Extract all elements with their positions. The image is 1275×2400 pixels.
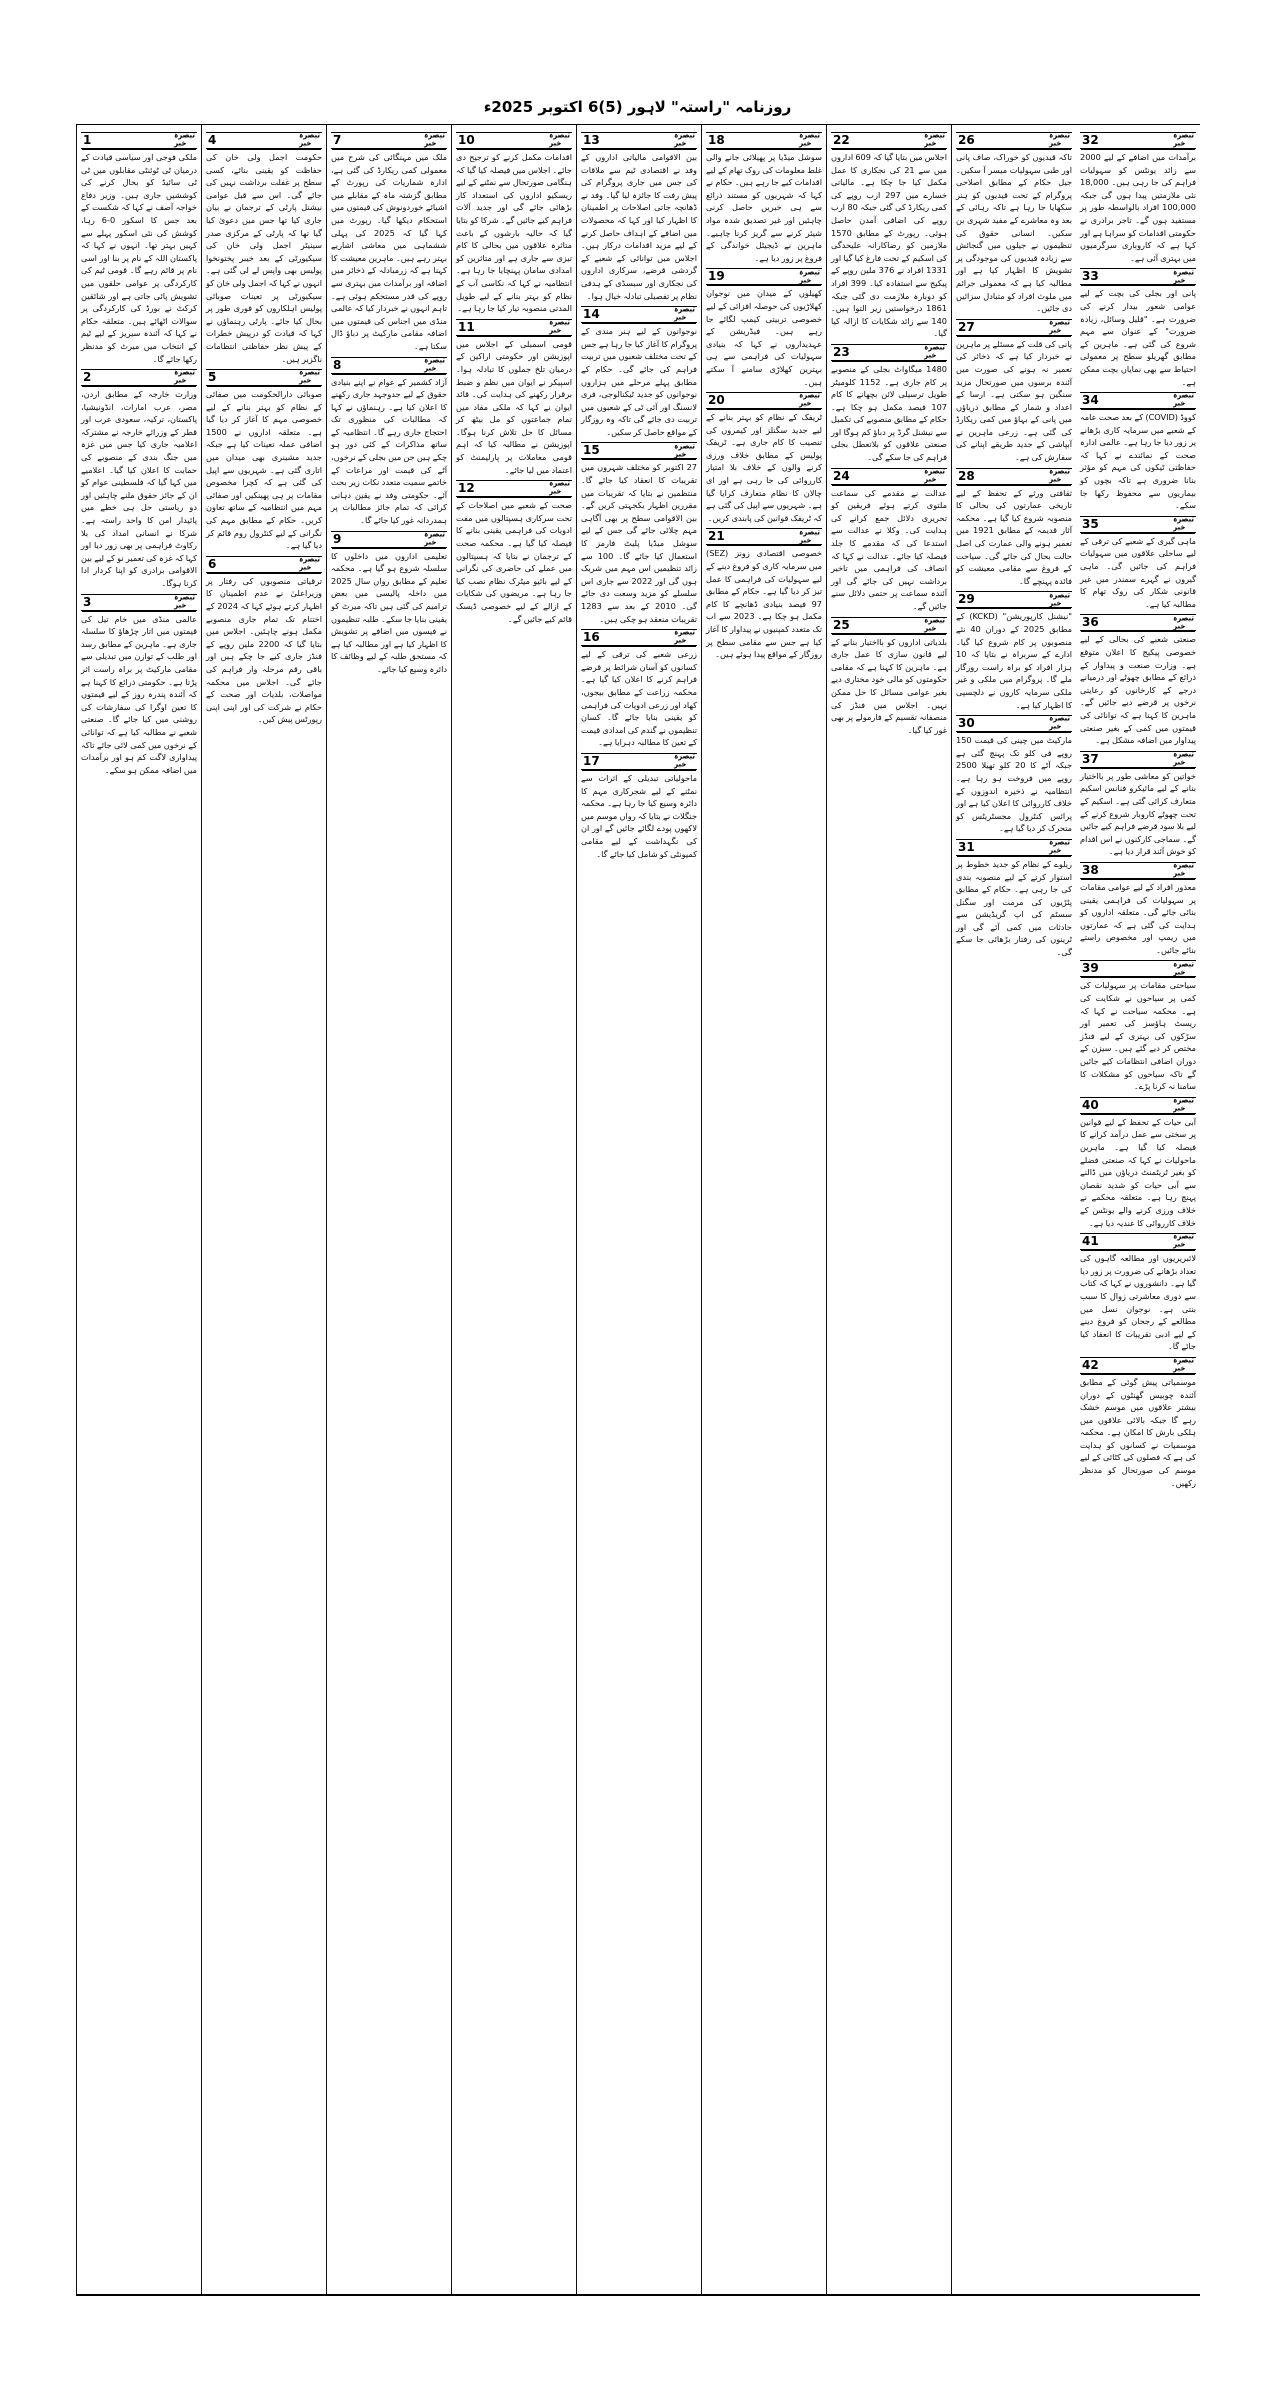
article-kicker-label: تبصرہ خبر — [549, 317, 570, 336]
article-body-text: ترقیاتی منصوبوں کی رفتار پر وزیراعلیٰ نے عدم اطمینان کا اظہار کرتے ہوئے کہا کہ 2024 کے اختتام تک تمام جاری منصوبے مکمل ہونے چاہئیں۔ اجلاس میں بتایا گیا کہ 2200 ملین روپے کے فنڈز جاری کیے جا چکے ہیں اور باقی رقم مرحلہ وار فراہم کی جائے گی۔ اجلاس میں محکمہ مواصلات، بلدیات اور صحت کے حکام نے شرکت کی اور اپنی اپنی رپورٹس پیش کیں۔ — [206, 575, 322, 725]
article-heading[interactable] — [1080, 132, 1196, 149]
article-heading[interactable] — [206, 369, 322, 386]
article-body-text: معذور افراد کے لیے عوامی مقامات پر سہولیات کی فراہمی یقینی بنائی جائے گی۔ متعلقہ اداروں کو ہدایت کی گئی ہے کہ عمارتوں میں ریمپ اور مخصوص راستے بنائے جائیں۔ — [1080, 881, 1196, 955]
article-kicker-label: تبصرہ خبر — [299, 554, 320, 573]
article-heading[interactable] — [331, 531, 447, 548]
article-block — [1080, 862, 1196, 957]
article-block — [581, 442, 697, 625]
article-block — [706, 268, 822, 388]
article-kicker-label: تبصرہ خبر — [924, 131, 945, 149]
article-kicker-label: تبصرہ خبر — [174, 131, 195, 149]
article-heading[interactable] — [456, 319, 572, 336]
article-kicker-label: تبصرہ خبر — [924, 466, 945, 484]
article-block — [1080, 392, 1196, 512]
article-heading[interactable] — [831, 468, 947, 485]
article-body-text: زرعی شعبے کی ترقی کے لیے کسانوں کو آسان شرائط پر قرضے فراہم کرنے کا اعلان کیا گیا ہے۔ محکمہ زراعت کے مطابق بیجوں، کھاد اور زرعی ادویات کی فراہمی کو یقینی بنایا جائے گا۔ کسان تنظیموں نے گندم کی امدادی قیمت کے تعین کا مطالبہ دہرایا ہے۔ — [581, 649, 697, 748]
article-block — [581, 753, 697, 860]
article-kicker-label: تبصرہ خبر — [1173, 514, 1194, 533]
article-heading[interactable] — [1080, 1097, 1196, 1114]
article-number: 14 — [583, 307, 600, 322]
article-kicker-label: تبصرہ خبر — [1049, 466, 1070, 484]
article-body-text: اقدامات مکمل کرنے کو ترجیح دی جائے۔ اجلاس میں فیصلہ کیا گیا کہ ہنگامی صورتحال سے نمٹنے کے لیے ریسکیو اداروں کی استعداد کار بڑھائی جائے گی اور جدید آلات فراہم کیے جائیں گے۔ شرکا کو بتایا گیا کہ حالیہ بارشوں کے باعث متاثرہ علاقوں میں بحالی کا کام تیزی سے جاری ہے اور متاثرین کو امدادی سامان پہنچایا جا رہا ہے۔ انتظامیہ نے کہا کہ نکاسی آب کے نظام کو بہتر بنانے کے لیے طویل المدتی منصوبہ تیار کیا جا رہا ہے۔ — [456, 152, 572, 314]
article-heading[interactable] — [956, 591, 1072, 608]
article-kicker-label: تبصرہ خبر — [1049, 714, 1070, 732]
article-kicker-label: تبصرہ خبر — [1173, 959, 1194, 977]
article-body-text: سوشل میڈیا پر پھیلائی جانے والی غلط معلومات کی روک تھام کے لیے اقدامات کیے جا رہے ہیں۔ حکام نے کہا کہ شہریوں کو مستند ذرائع سے ہی خبریں حاصل کرنی چاہئیں اور غیر تصدیق شدہ مواد شیئر کرنے سے گریز کرنا چاہیے۔ ماہرین نے ڈیجیٹل خواندگی کے فروغ پر زور دیا ہے۔ — [706, 152, 822, 263]
article-kicker-label: تبصرہ خبر — [799, 391, 820, 409]
article-body-text: تاکہ قیدیوں کو خوراک، صاف پانی اور طبی سہولیات میسر آ سکیں۔ جیل حکام کے مطابق اصلاحی پروگرام کے تحت قیدیوں کو ہنر سکھایا جا رہا ہے تاکہ رہائی کے بعد وہ معاشرے کے مفید شہری بن سکیں۔ انسانی حقوق کی تنظیموں نے جیلوں میں گنجائش سے زیادہ قیدیوں کی موجودگی پر تشویش کا اظہار کیا ہے اور مطالبہ کیا ہے کہ معمولی جرائم میں ملوث افراد کو متبادل سزائیں دی جائیں۔ — [956, 152, 1072, 314]
article-body-text: بین الاقوامی مالیاتی اداروں کے وفد نے اقتصادی ٹیم سے ملاقات کی جس میں جاری پروگرام کی پیش رفت کا جائزہ لیا گیا۔ وفد نے ڈھانچہ جاتی اصلاحات پر اطمینان کا اظہار کیا اور کہا کہ محصولات میں اضافے کے اہداف حاصل کرنے کے لیے مزید اقدامات درکار ہیں۔ اجلاس میں توانائی کے شعبے کے گردشی قرضے، سرکاری اداروں کی نجکاری اور سبسڈی کے ہدفی نظام پر تفصیلی تبادلہ خیال ہوا۔ — [581, 152, 697, 301]
article-kicker-label: تبصرہ خبر — [174, 368, 195, 386]
newspaper-column-5 — [576, 125, 701, 2294]
article-heading[interactable] — [831, 344, 947, 361]
article-number: 37 — [1082, 751, 1099, 766]
article-kicker-label: تبصرہ خبر — [1049, 590, 1070, 608]
article-block — [956, 132, 1072, 315]
article-body-text: بلدیاتی اداروں کو بااختیار بنانے کے لیے قانون سازی کا عمل جاری ہے۔ ماہرین کا کہنا ہے کہ مقامی حکومتوں کو مالی خود مختاری دیے بغیر عوامی مسائل کا حل ممکن نہیں۔ اجلاس میں فنڈز کی منصفانہ تقسیم کے فارمولے پر بھی غور کیا گیا۔ — [831, 636, 947, 735]
article-block — [706, 132, 822, 264]
article-kicker-label: تبصرہ خبر — [1173, 1095, 1194, 1114]
article-block — [1080, 960, 1196, 1092]
article-body-text: کووڈ (COVID) کے بعد صحت عامہ کے شعبے میں سرمایہ کاری بڑھانے پر زور دیا جا رہا ہے۔ عالمی ادارہ صحت کے نمائندے نے کہا کہ حفاظتی ٹیکوں کی مہم کو مؤثر بنانا ضروری ہے تاکہ بچوں کو بیماریوں سے محفوظ رکھا جا سکے۔ — [1080, 412, 1196, 511]
newspaper-column-4 — [451, 125, 576, 2294]
article-body-text: صحت کے شعبے میں اصلاحات کے تحت سرکاری ہسپتالوں میں مفت ادویات کی فراہمی یقینی بنانے کا فیصلہ کیا گیا ہے۔ محکمہ صحت کے ترجمان نے بتایا کہ ہسپتالوں میں عملے کی حاضری کی نگرانی کے لیے بائیو میٹرک نظام نصب کیا جا رہا ہے۔ مریضوں کی شکایات کے ازالے کے لیے خصوصی ڈیسک قائم کیے جائیں گے۔ — [456, 500, 572, 624]
article-heading[interactable] — [831, 617, 947, 634]
article-heading[interactable] — [81, 132, 197, 149]
article-kicker-label: تبصرہ خبر — [1173, 391, 1194, 409]
article-kicker-label: تبصرہ خبر — [424, 355, 445, 373]
article-heading[interactable] — [706, 528, 822, 545]
article-number: 20 — [708, 393, 725, 408]
article-heading[interactable] — [956, 132, 1072, 149]
article-block — [331, 132, 447, 353]
article-heading[interactable] — [956, 839, 1072, 856]
article-block — [1080, 132, 1196, 264]
article-body-text: خواتین کو معاشی طور پر بااختیار بنانے کے لیے مائیکرو فنانس اسکیم متعارف کرائی گئی ہے۔ اسکیم کے تحت چھوٹے کاروبار شروع کرنے کے لیے بلا سود قرضے فراہم کیے جائیں گے۔ سماجی کارکنوں نے اس اقدام کو خوش آئند قرار دیا ہے۔ — [1080, 770, 1196, 857]
article-number: 11 — [458, 319, 475, 334]
article-heading[interactable] — [1080, 516, 1196, 533]
article-body-text: ماہی گیری کے شعبے کی ترقی کے لیے ساحلی علاقوں میں سہولیات فراہم کی جائیں گی۔ ماہی گیروں نے گہرے سمندر میں غیر قانونی شکار کی روک تھام کا مطالبہ کیا ہے۔ — [1080, 535, 1196, 609]
article-number: 26 — [958, 133, 975, 147]
article-number: 29 — [958, 592, 975, 607]
article-block — [456, 480, 572, 625]
article-number: 28 — [958, 468, 975, 483]
masthead-title: روزنامہ "راستہ" لاہور (5)6 اکتوبر 2025ء — [483, 98, 792, 116]
article-number: 16 — [583, 630, 600, 645]
article-kicker-label: تبصرہ خبر — [924, 615, 945, 633]
newspaper-column-8 — [951, 125, 1076, 2294]
article-number: 38 — [1082, 862, 1099, 877]
article-number: 34 — [1082, 393, 1099, 408]
article-block — [581, 132, 697, 302]
article-heading[interactable] — [331, 132, 447, 149]
article-block — [831, 617, 947, 737]
article-kicker-label: تبصرہ خبر — [674, 628, 695, 646]
article-kicker-label: تبصرہ خبر — [1173, 1356, 1194, 1374]
article-number: 13 — [583, 133, 600, 147]
article-body-text: عدالت نے مقدمے کی سماعت ملتوی کرتے ہوئے فریقین کو تحریری دلائل جمع کرانے کی ہدایت کی۔ وکلا نے عدالت سے استدعا کی کہ مقدمے کا جلد فیصلہ کیا جائے۔ عدالت نے کہا کہ انصاف کی فراہمی میں تاخیر برداشت نہیں کی جائے گی اور آئندہ سماعت پر حتمی دلائل سنے جائیں گے۔ — [831, 487, 947, 611]
article-block — [956, 839, 1072, 959]
article-heading[interactable] — [956, 468, 1072, 485]
article-block — [81, 369, 197, 590]
article-block — [331, 357, 447, 527]
article-number: 40 — [1082, 1097, 1099, 1112]
article-block — [456, 319, 572, 477]
article-body-text: 1480 میگاواٹ بجلی کے منصوبے پر کام جاری ہے۔ 1152 کلومیٹر طویل ترسیلی لائن بچھانے کا کام 107 فیصد مکمل ہو چکا ہے۔ حکام کے مطابق منصوبے کی تکمیل سے نیشنل گرڈ پر دباؤ کم ہوگا اور صنعتی علاقوں کو بلاتعطل بجلی فراہم کی جا سکے گی۔ — [831, 363, 947, 463]
article-block — [956, 591, 1072, 711]
article-number: 32 — [1082, 133, 1099, 147]
article-block — [206, 556, 322, 726]
article-kicker-label: تبصرہ خبر — [1049, 838, 1070, 856]
newspaper-column-3 — [326, 125, 451, 2294]
article-number: 12 — [458, 481, 475, 496]
article-block — [331, 531, 447, 676]
article-heading[interactable] — [81, 594, 197, 611]
article-heading[interactable] — [81, 369, 197, 386]
article-kicker-label: تبصرہ خبر — [674, 752, 695, 770]
article-number: 10 — [458, 133, 475, 147]
article-block — [956, 715, 1072, 835]
article-block — [456, 132, 572, 315]
article-heading[interactable] — [1080, 1233, 1196, 1250]
article-heading[interactable] — [456, 480, 572, 497]
article-number: 36 — [1082, 615, 1099, 630]
article-kicker-label: تبصرہ خبر — [799, 267, 820, 285]
article-block — [706, 528, 822, 660]
article-body-text: آزاد کشمیر کے عوام نے اپنے بنیادی حقوق کے لیے جدوجہد جاری رکھنے کا اعلان کیا ہے۔ رہنماؤں نے کہا کہ مطالبات کی منظوری تک احتجاج جاری رہے گا۔ انتظامیہ کے ساتھ مذاکرات کے کئی دور ہو چکے ہیں جن میں بجلی کے نرخوں، آٹے کی قیمت اور مراعات کے خاتمے سمیت متعدد نکات زیر بحث آئے۔ حکومتی وفد نے یقین دہانی کرائی کہ تمام جائز مطالبات پر ہمدردانہ غور کیا جائے گا۔ — [330, 376, 447, 526]
article-heading[interactable] — [831, 132, 947, 149]
article-body-text: وزارت خارجہ کے مطابق اردن، مصر، عرب امارات، انڈونیشیا، پاکستان، ترکیہ، سعودی عرب اور قطر کے وزرائے خارجہ نے مشترکہ اعلامیہ جاری کیا جس میں غزہ میں جنگ بندی کے منصوبے کی حمایت کا اعلان کیا گیا۔ اعلامیے میں کہا گیا کہ فلسطینی عوام کو ان کے جائز حقوق ملنے چاہئیں اور دو ریاستی حل ہی خطے میں پائیدار امن کا واحد راستہ ہے۔ شرکا نے انسانی امداد کی بلا رکاوٹ فراہمی پر بھی زور دیا اور کہا کہ غزہ کی تعمیر نو کے لیے بین الاقوامی برادری کو اپنا کردار ادا کرنا ہوگا۔ — [81, 389, 197, 588]
article-number: 41 — [1082, 1234, 1099, 1249]
article-heading[interactable] — [581, 629, 697, 646]
article-number: 22 — [833, 133, 850, 147]
article-number: 33 — [1082, 269, 1099, 284]
article-heading[interactable] — [581, 753, 697, 770]
article-heading[interactable] — [581, 306, 697, 323]
article-kicker-label: تبصرہ خبر — [1049, 317, 1070, 336]
article-body-text: برآمدات میں اضافے کے لیے 2000 سے زائد یونٹس کو سہولیات فراہم کی جا رہی ہیں۔ 18,000 نئی ملازمتیں پیدا ہوں گی جبکہ 100,000 افراد بالواسطہ طور پر مستفید ہوں گے۔ تاجر برادری نے حکومتی اقدامات کو سراہا ہے اور کہا ہے کہ کاروباری سرگرمیوں میں بہتری آئی ہے۔ — [1080, 152, 1196, 263]
article-kicker-label: تبصرہ خبر — [299, 368, 320, 386]
newspaper-column-7 — [826, 125, 951, 2294]
page-body-frame — [76, 124, 1200, 2296]
article-kicker-label: تبصرہ خبر — [549, 479, 570, 497]
newspaper-column-1 — [76, 125, 201, 2294]
article-number: 30 — [958, 716, 975, 731]
article-number: 42 — [1082, 1357, 1099, 1372]
article-heading[interactable] — [1080, 751, 1196, 768]
article-body-text: مارکیٹ میں چینی کی قیمت 150 روپے فی کلو تک پہنچ گئی ہے جبکہ آٹے کا 20 کلو تھیلا 2500 روپے میں فروخت ہو رہا ہے۔ انتظامیہ نے ذخیرہ اندوزوں کے خلاف کارروائی کا اعلان کیا ہے اور پرائس کنٹرول مجسٹریٹس کو متحرک کر دیا گیا ہے۔ — [956, 735, 1073, 834]
article-body-text: خصوصی اقتصادی زونز (SEZ) میں سرمایہ کاری کو فروغ دینے کے لیے سہولیات کی فراہمی کا عمل تیز کر دیا گیا ہے۔ حکام کے مطابق 97 فیصد بنیادی ڈھانچے کا کام مکمل ہو چکا ہے۔ 2023 سے اب تک متعدد کمپنیوں نے پیداوار کا آغاز کیا ہے جس سے مقامی سطح پر روزگار کے مواقع پیدا ہوئے ہیں۔ — [706, 548, 822, 660]
article-body-text: ملکی فوجی اور سیاسی قیادت کے درمیان ٹی ٹوئنٹی مقابلوں میں ٹی ٹی سائیڈ کو بحال کرنے کی کوششیں جاری ہیں۔ وزیر دفاع خواجہ آصف نے کہا کہ شکست کے بعد جس کا اسکور 0-6 رہا، کوشش کی نئی اسکور پہلے سے کہیں بہتر تھا۔ انہوں نے کہا کہ پاکستان اللہ کے نام پر بنا اور اسی نام پر قائم رہے گا۔ قومی ٹیم کی کارکردگی پر عوامی حلقوں میں تشویش پائی جاتی ہے اور شائقین کرکٹ نے بورڈ کی کارکردگی پر سوالات اٹھائے ہیں۔ متعلقہ حکام نے کہا کہ آئندہ سیریز کے لیے ٹیم کے انتخاب میں میرٹ کو مدنظر رکھا جائے گا۔ — [81, 152, 197, 364]
article-heading[interactable] — [1080, 862, 1196, 879]
article-number: 4 — [208, 133, 217, 147]
article-number: 17 — [583, 753, 600, 768]
article-block — [581, 306, 697, 438]
article-number: 15 — [583, 443, 600, 458]
article-block — [831, 344, 947, 464]
article-body-text: ثقافتی ورثے کے تحفظ کے لیے تاریخی عمارتوں کی بحالی کا منصوبہ شروع کیا گیا ہے۔ محکمہ آثار قدیمہ کے مطابق 1921 میں تعمیر ہونے والی عمارت کی اصل حالت بحال کی جائے گی۔ سیاحت کے فروغ سے مقامی معیشت کو فائدہ پہنچے گا۔ — [956, 487, 1073, 586]
article-block — [81, 594, 197, 777]
article-heading[interactable] — [581, 442, 697, 459]
article-number: 21 — [708, 529, 725, 544]
article-number: 19 — [708, 269, 725, 284]
column-container — [76, 125, 1200, 2294]
article-body-text: ریلوے کے نظام کو جدید خطوط پر استوار کرنے کے لیے منصوبہ بندی کی جا رہی ہے۔ حکام کے مطابق پٹڑیوں کی مرمت اور سگنل سسٹم کی اپ گریڈیشن سے حادثات میں کمی آئے گی اور ٹرینوں کی رفتار بڑھائی جا سکے گی۔ — [956, 858, 1072, 958]
article-number: 7 — [333, 133, 342, 147]
article-kicker-label: تبصرہ خبر — [1173, 613, 1194, 631]
article-kicker-label: تبصرہ خبر — [1173, 267, 1194, 285]
article-block — [831, 468, 947, 613]
article-body-text: اجلاس میں بتایا گیا کہ 609 اداروں میں سے 21 کی نجکاری کا عمل مکمل کیا جا چکا ہے۔ مالیاتی خسارے میں 297 ارب روپے کی کمی ریکارڈ کی گئی جبکہ 80 ارب روپے کی اضافی آمدن حاصل ہوئی۔ رپورٹ کے مطابق 1570 ملازمین کو رضاکارانہ علیحدگی کی اسکیم کے تحت فارغ کیا گیا اور 1331 افراد نے 376 ملین روپے کے پیکیج سے استفادہ کیا۔ 399 افراد کو دوبارہ ملازمت دی گئی جبکہ 1861 درخواستیں زیر التوا ہیں۔ 140 سے زائد شکایات کا ازالہ کیا گیا۔ — [831, 152, 948, 339]
article-block — [1080, 614, 1196, 746]
article-kicker-label: تبصرہ خبر — [1173, 131, 1194, 149]
article-body-text: عالمی منڈی میں خام تیل کی قیمتوں میں اتار چڑھاؤ کا سلسلہ جاری ہے۔ ماہرین کے مطابق رسد اور طلب کے توازن میں تبدیلی سے مقامی مارکیٹ پر براہ راست اثر پڑتا ہے۔ حکومتی ذرائع کا کہنا ہے کہ آئندہ پندرہ روز کے لیے قیمتوں کا تعین اوگرا کی سفارشات کی روشنی میں کیا جائے گا۔ صنعتی شعبے نے مطالبہ کیا ہے کہ توانائی کے نرخوں میں کمی لائی جائے تاکہ پیداواری لاگت کم ہو اور برآمدات میں اضافہ ممکن ہو سکے۔ — [81, 613, 197, 775]
article-number: 18 — [708, 133, 725, 147]
article-heading[interactable] — [706, 132, 822, 149]
article-body-text: پانی کی قلت کے مسئلے پر ماہرین نے خبردار کیا ہے کہ ذخائر کی تعمیر نہ ہونے کی صورت میں آئندہ برسوں میں صورتحال مزید سنگین ہو سکتی ہے۔ ارسا کے اعداد و شمار کے مطابق دریاؤں میں پانی کے بہاؤ میں کمی ریکارڈ کی گئی ہے۔ زرعی ماہرین نے آبپاشی کے جدید طریقے اپنانے کی سفارش کی ہے۔ — [956, 338, 1072, 463]
article-block — [206, 369, 322, 552]
article-number: 1 — [83, 133, 92, 147]
article-heading[interactable] — [706, 392, 822, 409]
article-kicker-label: تبصرہ خبر — [174, 592, 195, 610]
article-heading[interactable] — [1080, 392, 1196, 409]
article-block — [956, 468, 1072, 588]
article-heading[interactable] — [706, 268, 822, 285]
article-body-text: آبی حیات کے تحفظ کے لیے قوانین پر سختی سے عمل درآمد کرانے کا فیصلہ کیا گیا ہے۔ ماہرین ماحولیات نے کہا کہ صنعتی فضلے کو بغیر ٹریٹمنٹ دریاؤں میں ڈالنے سے آبی حیات کو شدید نقصان پہنچ رہا ہے۔ متعلقہ محکمے نے خلاف ورزی کرنے والے یونٹس کے خلاف کارروائی کا عندیہ دیا ہے۔ — [1080, 1116, 1196, 1228]
newspaper-column-2 — [201, 125, 326, 2294]
article-number: 24 — [833, 468, 850, 483]
article-block — [1080, 1233, 1196, 1353]
article-body-text: پانی اور بجلی کی بچت کے لیے عوامی شعور بیدار کرنے کی ضرورت ہے۔ "قلیل وسائل، زیادہ ضرورت" کے عنوان سے مہم شروع کی گئی ہے۔ ماہرین کے مطابق گھریلو سطح پر معمولی احتیاط سے بھی نمایاں بچت ممکن ہے۔ — [1080, 288, 1196, 387]
article-body-text: موسمیاتی پیش گوئی کے مطابق آئندہ چوبیس گھنٹوں کے دوران بیشتر علاقوں میں موسم خشک رہے گا جبکہ بالائی علاقوں میں ہلکی بارش کا امکان ہے۔ محکمہ موسمیات نے کسانوں کو ہدایت کی ہے کہ فصلوں کی کٹائی کے لیے موسم کی صورتحال کو مدنظر رکھیں۔ — [1080, 1376, 1196, 1488]
article-body-text: ٹریفک کے نظام کو بہتر بنانے کے لیے جدید سگنلز اور کیمروں کی تنصیب کا کام جاری ہے۔ ٹریفک پولیس کے مطابق خلاف ورزی کرنے والوں کے خلاف بلا امتیاز کارروائی کی جا رہی ہے اور ای چالان کا نظام متعارف کرایا گیا ہے۔ شہریوں سے اپیل کی گئی ہے کہ ٹریفک قوانین کی پابندی کریں۔ — [706, 412, 822, 523]
article-kicker-label: تبصرہ خبر — [674, 441, 695, 459]
article-number: 31 — [958, 839, 975, 854]
article-heading[interactable] — [331, 357, 447, 374]
article-kicker-label: تبصرہ خبر — [424, 529, 445, 547]
article-body-text: "نیشنل کارپوریشن" (KCKD) کے مطابق 2025 کے دوران 40 نئے منصوبوں پر کام شروع کیا گیا۔ ادارے کے سربراہ نے بتایا کہ 10 ہزار افراد کو براہ راست روزگار ملے گا۔ پروگرام میں ملکی و غیر ملکی سرمایہ کاروں نے دلچسپی کا اظہار کیا ہے۔ — [956, 611, 1073, 710]
article-body-text: صنعتی شعبے کی بحالی کے لیے خصوصی پیکیج کا اعلان متوقع ہے۔ وزارت صنعت و پیداوار کے ذرائع کے مطابق چھوٹے اور درمیانے درجے کے کارخانوں کو رعایتی نرخوں پر قرضے دیے جائیں گے۔ ماہرین کا کہنا ہے کہ توانائی کی قیمتوں میں کمی کے بغیر صنعتی پیداوار میں اضافہ مشکل ہے۔ — [1080, 634, 1196, 746]
article-number: 25 — [833, 617, 850, 632]
article-kicker-label: تبصرہ خبر — [1173, 861, 1194, 879]
article-block — [581, 629, 697, 749]
article-block — [1080, 268, 1196, 388]
article-body-text: ماحولیاتی تبدیلی کے اثرات سے نمٹنے کے لیے شجرکاری مہم کا دائرہ وسیع کیا جا رہا ہے۔ محکمہ جنگلات نے بتایا کہ رواں موسم میں لاکھوں پودے لگائے جائیں گے اور ان کی نگہداشت کے لیے مقامی کمیونٹی کو شامل کیا جائے گا۔ — [581, 772, 697, 859]
article-kicker-label: تبصرہ خبر — [1049, 131, 1070, 149]
article-block — [1080, 516, 1196, 611]
article-number: 8 — [333, 357, 342, 372]
article-block — [81, 132, 197, 365]
article-kicker-label: تبصرہ خبر — [799, 131, 820, 149]
article-body-text: تعلیمی اداروں میں داخلوں کا سلسلہ شروع ہو گیا ہے۔ محکمہ تعلیم کے مطابق رواں سال 2025 میں داخلہ پالیسی میں بعض ترامیم کی گئی ہیں تاکہ میرٹ کو یقینی بنایا جا سکے۔ طلبہ تنظیموں نے فیسوں میں اضافے پر تشویش کا اظہار کیا ہے اور مطالبہ کیا ہے کہ مستحق طلبہ کے لیے وظائف کا دائرہ وسیع کیا جائے۔ — [331, 550, 447, 674]
article-heading[interactable] — [1080, 960, 1196, 977]
article-heading[interactable] — [581, 132, 697, 149]
article-kicker-label: تبصرہ خبر — [424, 131, 445, 149]
article-number: 39 — [1082, 961, 1099, 976]
article-kicker-label: تبصرہ خبر — [674, 305, 695, 323]
article-body-text: 27 اکتوبر کو مختلف شہروں میں تقریبات کا انعقاد کیا جائے گا۔ منتظمین نے بتایا کہ تقریبات میں مقررین اظہار یکجہتی کریں گے۔ بین الاقوامی سطح پر بھی آگاہی مہم چلائی جائے گی جس کے لیے سوشل میڈیا پلیٹ فارمز کا استعمال کیا جائے گا۔ 100 سے زائد تنظیمیں اس مہم میں شریک ہوں گی اور 2022 سے جاری اس سلسلے کو مزید وسعت دی جائے گی۔ 2010 کے بعد سے 1283 تقریبات منعقد ہو چکی ہیں۔ — [581, 462, 697, 624]
article-heading[interactable] — [1080, 1357, 1196, 1374]
article-number: 23 — [833, 344, 850, 359]
article-heading[interactable] — [206, 556, 322, 573]
article-block — [1080, 1097, 1196, 1229]
article-kicker-label: تبصرہ خبر — [1173, 749, 1194, 768]
article-heading[interactable] — [1080, 614, 1196, 631]
article-number: 35 — [1082, 516, 1099, 531]
article-body-text: قومی اسمبلی کے اجلاس میں اپوزیشن اور حکومتی اراکین کے درمیان تلخ جملوں کا تبادلہ ہوا۔ اسپیکر نے ایوان میں نظم و ضبط برقرار رکھنے کی ہدایت کی۔ قائد ایوان نے کہا کہ ملکی مفاد میں تمام جماعتوں کو مل بیٹھ کر مسائل کا حل تلاش کرنا ہوگا۔ اپوزیشن نے مطالبہ کیا کہ اہم قومی معاملات پر پارلیمنٹ کو اعتماد میں لیا جائے۔ — [456, 338, 572, 475]
article-body-text: حکومت اجمل ولی خان کی حفاظت کو یقینی بنائے، کسی سطح پر غفلت برداشت نہیں کی جائے گی۔ اس سے قبل عوامی نیشنل پارٹی کے ترجمان نے بیان جاری کیا تھا جس میں دعویٰ کیا گیا تھا کہ پارٹی کے مرکزی صدر سینیٹر اجمل ولی خان کی سیکیورٹی کے بعد خیبر پختونخوا پولیس بھی واپس لے لی گئی ہے۔ انہوں نے کہا کہ اجمل ولی خان کو سیکیورٹی پر تعینات صوبائی پولیس اہلکاروں کو فوری طور پر بحال کیا جائے۔ پارٹی رہنماؤں نے کہا کہ قیادت کو درپیش خطرات کے پیش نظر حفاظتی انتظامات ناگزیر ہیں۔ — [206, 152, 322, 364]
article-block — [831, 132, 947, 340]
article-block — [956, 319, 1072, 464]
article-body-text: سیاحتی مقامات پر سہولیات کی کمی پر سیاحوں نے شکایت کی ہے۔ محکمہ سیاحت نے کہا کہ ریسٹ ہاؤسز کی تعمیر اور سڑکوں کی بہتری کے لیے فنڈز مختص کر دیے گئے ہیں۔ سیزن کے دوران اضافی انتظامات کیے جائیں گے تاکہ سیاحوں کو مشکلات کا سامنا نہ کرنا پڑے۔ — [1080, 980, 1196, 1092]
article-number: 2 — [83, 370, 92, 385]
article-number: 6 — [208, 556, 217, 571]
article-number: 9 — [333, 531, 342, 546]
newspaper-column-6 — [701, 125, 826, 2294]
article-body-text: صوبائی دارالحکومت میں صفائی کے نظام کو بہتر بنانے کے لیے خصوصی مہم کا آغاز کر دیا گیا ہے۔ متعلقہ اداروں نے 1500 اضافی عملہ تعینات کیا ہے جبکہ جدید مشینری بھی میدان میں اتاری گئی ہے۔ شہریوں سے اپیل کی گئی ہے کہ کچرا مخصوص مقامات پر ہی پھینکیں اور صفائی مہم میں انتظامیہ کے ساتھ تعاون کریں۔ حکام کے مطابق مہم کی نگرانی کے لیے کنٹرول روم قائم کر دیا گیا ہے۔ — [206, 389, 322, 551]
article-kicker-label: تبصرہ خبر — [674, 131, 695, 149]
article-number: 3 — [83, 594, 92, 609]
article-number: 27 — [958, 319, 975, 334]
article-block — [706, 392, 822, 524]
article-heading[interactable] — [956, 319, 1072, 336]
article-number: 5 — [208, 370, 217, 385]
article-block — [1080, 1357, 1196, 1489]
article-kicker-label: تبصرہ خبر — [924, 343, 945, 361]
article-heading[interactable] — [206, 132, 322, 149]
article-kicker-label: تبصرہ خبر — [799, 527, 820, 545]
article-kicker-label: تبصرہ خبر — [1173, 1232, 1194, 1250]
article-body-text: کھیلوں کے میدان میں نوجوان کھلاڑیوں کی حوصلہ افزائی کے لیے خصوصی تربیتی کیمپ لگائے جا رہے ہیں۔ فیڈریشن کے عہدیداروں نے کہا کہ بنیادی سہولیات کی فراہمی سے ہی بہترین کھلاڑی سامنے آ سکتے ہیں۔ — [706, 288, 822, 387]
article-body-text: نوجوانوں کے لیے ہنر مندی کے پروگرام کا آغاز کیا جا رہا ہے جس کے تحت مختلف شعبوں میں تربیت فراہم کی جائے گی۔ حکام کے مطابق پہلے مرحلے میں ہزاروں نوجوانوں کو جدید ٹیکنالوجی، فری لانسنگ اور آئی ٹی کے شعبوں میں تربیت دی جائے گی تاکہ وہ روزگار کے مواقع حاصل کر سکیں۔ — [581, 326, 697, 437]
article-body-text: ملک میں مہنگائی کی شرح میں معمولی کمی ریکارڈ کی گئی ہے، ادارہ شماریات کی رپورٹ کے مطابق گزشتہ ماہ کے مقابلے میں اشیائے خوردونوش کی قیمتوں میں استحکام دیکھا گیا۔ رپورٹ میں کہا گیا کہ 2025 کی پہلی ششماہی میں معاشی اشاریے بہتر رہے ہیں۔ ماہرین معیشت کا کہنا ہے کہ زرمبادلہ کے ذخائر میں اضافہ اور برآمدات میں بہتری سے روپے کی قدر مستحکم ہوئی ہے۔ تاہم انہوں نے خبردار کیا کہ عالمی منڈی میں اجناس کی قیمتوں میں اضافہ مقامی مارکیٹ پر دباؤ ڈال سکتا ہے۔ — [331, 152, 447, 351]
article-heading[interactable] — [956, 715, 1072, 732]
article-block — [206, 132, 322, 365]
article-kicker-label: تبصرہ خبر — [549, 131, 570, 149]
article-heading[interactable] — [1080, 268, 1196, 285]
newspaper-column-9 — [1076, 125, 1200, 2294]
article-heading[interactable] — [456, 132, 572, 149]
article-kicker-label: تبصرہ خبر — [299, 131, 320, 149]
article-block — [1080, 751, 1196, 858]
article-body-text: لائبریریوں اور مطالعہ گاہوں کی تعداد بڑھانے کی ضرورت پر زور دیا گیا ہے۔ دانشوروں نے کہا کہ کتاب سے دوری معاشرتی زوال کا سبب بنتی ہے۔ نوجوان نسل میں مطالعے کے رجحان کو فروغ دینے کے لیے ادبی تقریبات کا انعقاد کیا جائے گا۔ — [1080, 1253, 1196, 1352]
